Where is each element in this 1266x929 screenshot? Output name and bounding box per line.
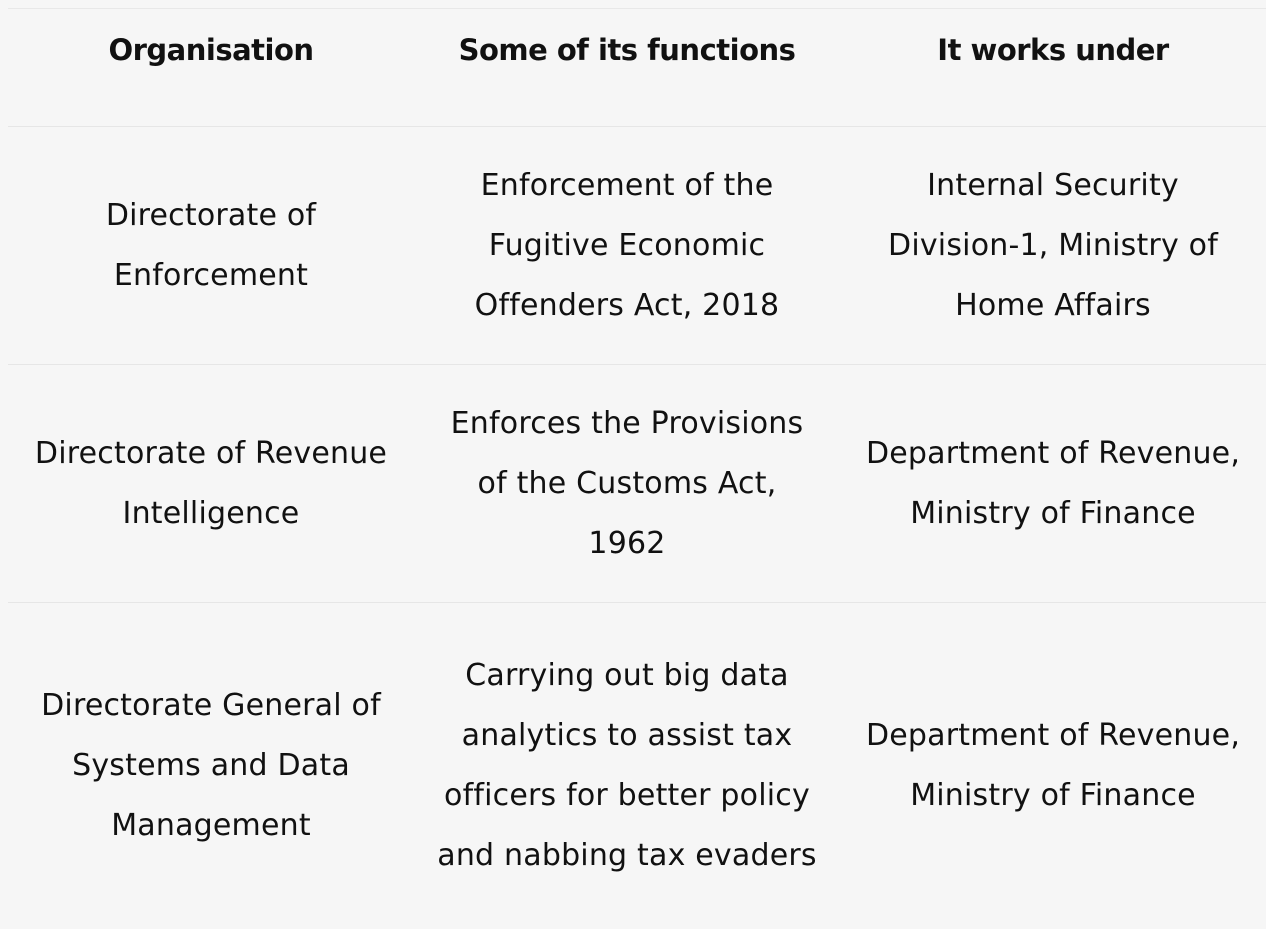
cell-works-under [840, 127, 1266, 364]
cell-functions [414, 603, 840, 929]
cell-organisation [8, 603, 414, 929]
table-row [8, 127, 1266, 365]
organisation-text: Directorate General of Systems and Data Management [41, 688, 381, 843]
header-works-under: It works under [937, 33, 1169, 67]
works-under-text: Internal Security Division-1, Ministry of Home Affairs [888, 167, 1218, 323]
organisations-table [8, 8, 1266, 929]
header-organisation: Organisation [108, 33, 314, 67]
functions-text: Carrying out big data analytics to assist tax officers for better policy and nabbing tax evaders [437, 658, 817, 873]
cell-works-under [840, 603, 1266, 929]
cell-functions [414, 127, 840, 364]
cell-organisation [8, 365, 414, 602]
works-under-text: Department of Revenue, Ministry of Finance [865, 718, 1241, 813]
table-row [8, 365, 1266, 603]
table-row [8, 603, 1266, 929]
cell-organisation [8, 127, 414, 364]
table-header-row [8, 9, 1266, 127]
functions-text: Enforces the Provisions of the Customs Act, 1962 [450, 405, 804, 561]
organisation-text: Directorate of Enforcement [105, 197, 317, 293]
header-functions: Some of its functions [458, 33, 796, 67]
cell-functions [414, 365, 840, 602]
functions-text: Enforcement of the Fugitive Economic Offenders Act, 2018 [474, 167, 780, 323]
cell-works-under [840, 365, 1266, 602]
organisation-text: Directorate of Revenue Intelligence [34, 435, 388, 531]
works-under-text: Department of Revenue, Ministry of Finance [865, 435, 1241, 531]
